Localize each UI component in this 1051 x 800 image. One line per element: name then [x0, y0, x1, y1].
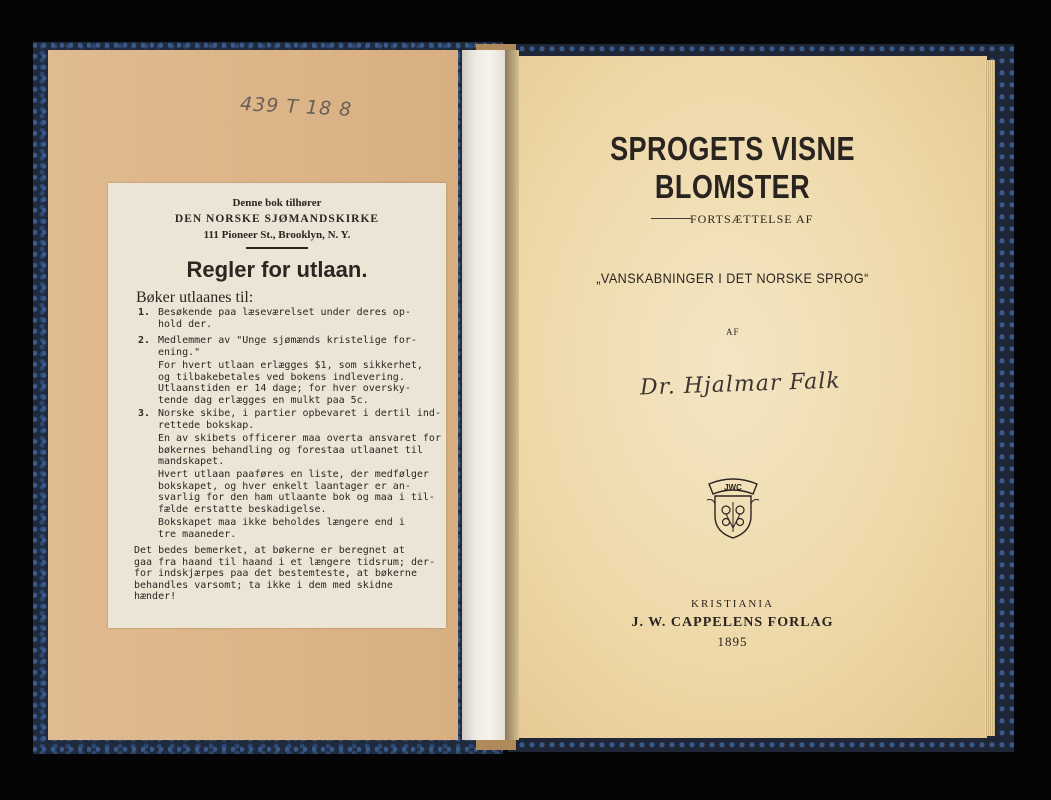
rules-intro: Bøker utlaanes til: — [136, 289, 254, 306]
book-title: SPROGETS VISNE BLOMSTER — [610, 130, 855, 205]
author-signature: Dr. Hjalmar Falk — [639, 368, 842, 401]
rule-number: 1. — [138, 307, 151, 318]
rule-line: Hvert utlaan paaføres en liste, der medfølger — [158, 469, 429, 480]
publisher-name: J. W. CAPPELENS FORLAG — [631, 615, 834, 630]
rule-line: rettede bokskap. — [158, 419, 255, 431]
rule-line: tre maaneder. — [158, 528, 237, 540]
footer-line: Det bedes bemerket, at bøkerne er beregnet at — [134, 545, 405, 556]
rules-title: Regler for utlaan. — [186, 257, 368, 282]
rule-line: svarlig for den ham utlaante bok og maa i til- — [158, 492, 435, 504]
rule-line: For hvert utlaan erlægges $1, som sikkerhet, — [158, 360, 423, 371]
by-line: AF — [726, 327, 740, 337]
footer-line: gaa fra haand til haand i et længere tidsrum; der- — [134, 556, 436, 568]
rule-line: Utlaanstiden er 14 dage; for hver oversky- — [158, 383, 411, 395]
rule-line: Norske skibe, i partier opbevaret i dertil ind- — [158, 408, 441, 419]
shelfmark: 439 T 18 8 — [239, 93, 353, 121]
book-subtitle: „VANSKABNINGER I DET NORSKE SPROG“ — [596, 270, 869, 286]
footer-line: for indskjærpes paa det bestemteste, at bøkerne — [134, 568, 417, 580]
rule-line: hold der. — [158, 318, 213, 330]
publisher-emblem-icon — [703, 470, 763, 542]
continuation-rule — [651, 218, 691, 219]
label-divider — [246, 247, 308, 249]
rule-line: Besøkende paa læseværelset under deres op- — [158, 307, 411, 318]
footer-line: hænder! — [134, 591, 177, 603]
continuation-text: FORTSÆTTELSE AF — [690, 212, 814, 226]
page-edges — [985, 60, 995, 736]
rule-line: Medlemmer av "Unge sjømænds kristelige for- — [158, 335, 417, 346]
owner-line-1: Denne bok tilhører — [232, 197, 322, 209]
rule-line: bokskapet, og hver enkelt laantager er an- — [158, 480, 411, 492]
footer-line: behandles varsomt; ta ikke i dem med skidne — [134, 579, 393, 591]
rule-line: tende dag erlægges en mulkt paa 5c. — [158, 394, 369, 406]
owner-line-3: 111 Pioneer St., Brooklyn, N. Y. — [203, 229, 351, 241]
rule-line: Bokskapet maa ikke beholdes længere end i — [158, 517, 405, 528]
publication-year: 1895 — [717, 634, 748, 649]
rule-line: En av skibets officerer maa overta ansvaret for — [158, 433, 441, 444]
rule-line: og tilbakebetales ved bokens indlevering. — [158, 371, 405, 383]
place-of-publication: KRISTIANIA — [691, 598, 774, 610]
rule-line: mandskapet. — [158, 456, 225, 468]
rule-line: bøkernes behandling og forestaa utlaanet til — [158, 444, 423, 456]
rule-number: 3. — [138, 408, 151, 419]
owner-line-2: DEN NORSKE SJØMANDSKIRKE — [174, 213, 380, 225]
svg-text:JWC: JWC — [724, 483, 742, 492]
rule-line: fælde erstatte beskadigelse. — [158, 503, 327, 515]
rule-line: ening." — [158, 346, 201, 358]
rule-number: 2. — [138, 335, 151, 346]
library-label — [108, 183, 446, 628]
endband-bottom — [476, 740, 516, 750]
